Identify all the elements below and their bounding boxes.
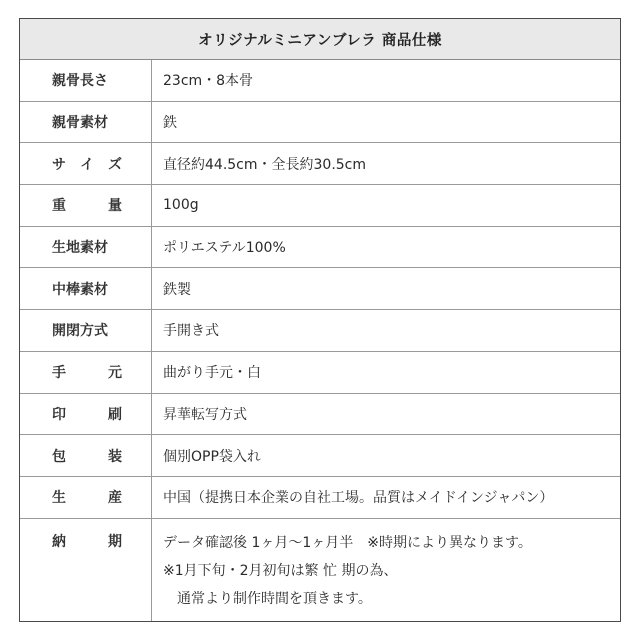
table-row bbox=[20, 227, 620, 269]
row-value: 手開き式 bbox=[163, 323, 219, 340]
table-row bbox=[20, 185, 620, 227]
table-row bbox=[20, 435, 620, 477]
delivery-note-line: ※1月下旬・2月初旬は繁 忙 期の為、 bbox=[163, 562, 398, 579]
row-label: 親骨長さ bbox=[20, 60, 152, 101]
delivery-value bbox=[152, 519, 620, 621]
delivery-note-line: データ確認後 1ヶ月〜1ヶ月半 ※時期により異なります。 bbox=[163, 534, 532, 551]
row-value: 昇華転写方式 bbox=[163, 406, 247, 423]
row-label: 親骨素材 bbox=[20, 102, 152, 143]
row-label: 包 装 bbox=[20, 435, 152, 476]
row-label: 生 産 bbox=[20, 477, 152, 518]
row-label: サ イ ズ bbox=[20, 143, 152, 184]
table-row bbox=[20, 352, 620, 394]
table-row bbox=[20, 477, 620, 519]
table-row bbox=[20, 60, 620, 102]
row-label: 開閉方式 bbox=[20, 310, 152, 351]
row-label: 生地素材 bbox=[20, 227, 152, 268]
row-value: 鉄 bbox=[163, 115, 177, 132]
table-title: オリジナルミニアンブレラ 商品仕様 bbox=[20, 19, 620, 60]
delivery-label: 納 期 bbox=[20, 519, 152, 621]
row-value: 100g bbox=[163, 197, 199, 214]
row-value: 鉄製 bbox=[163, 281, 191, 298]
table-row bbox=[20, 102, 620, 144]
spec-table bbox=[19, 18, 621, 622]
table-row bbox=[20, 310, 620, 352]
row-value: 曲がり手元・白 bbox=[163, 365, 261, 382]
row-label: 重 量 bbox=[20, 185, 152, 226]
row-value: 23cm・8本骨 bbox=[163, 73, 254, 90]
row-value: 直径約44.5cm・全長約30.5cm bbox=[163, 156, 367, 173]
row-value: 個別OPP袋入れ bbox=[163, 448, 261, 465]
table-row bbox=[20, 394, 620, 436]
row-value: 中国（提携日本企業の自社工場。品質はメイドインジャパン） bbox=[163, 490, 554, 507]
row-label: 印 刷 bbox=[20, 394, 152, 435]
row-value: ポリエステル100% bbox=[163, 240, 286, 257]
row-label: 手 元 bbox=[20, 352, 152, 393]
delivery-note-line: 通常より制作時間を頂きます。 bbox=[163, 590, 372, 607]
delivery-row bbox=[20, 519, 620, 621]
table-row bbox=[20, 268, 620, 310]
table-row bbox=[20, 143, 620, 185]
row-label: 中棒素材 bbox=[20, 268, 152, 309]
